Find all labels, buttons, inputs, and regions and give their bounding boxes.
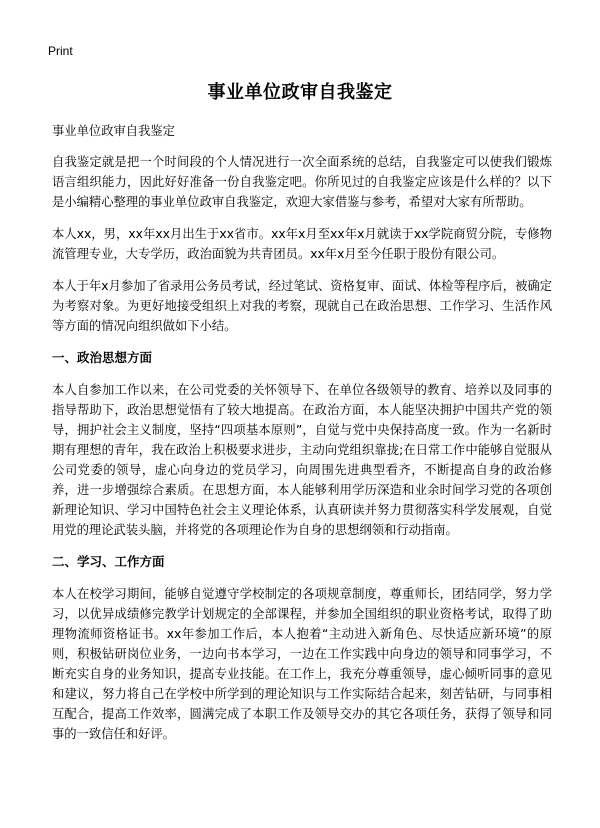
intro-paragraph: 自我鉴定就是把一个时间段的个人情况进行一次全面系统的总结，自我鉴定可以使我们锻炼语言组织能力，因此好好准备一份自我鉴定吧。你所见过的自我鉴定应该是什么样的？以下是小编精心整理的事业单位政审自我鉴定，欢迎大家借鉴与参考，希望对大家有所帮助。 [52, 155, 552, 209]
exam-paragraph: 本人于年x月参加了省录用公务员考试，经过笔试、资格复审、面试、体检等程序后，被确定为考察对象。为更好地接受组织上对我的考察，现就自己在政治思想、工作学习、生活作风等方面的情况向组织做如下小结。 [52, 279, 552, 333]
document-body [52, 121, 552, 756]
study-paragraph: 本人在校学习期间，能够自觉遵守学校制定的各项规章制度，尊重师长，团结同学，努力学习，以优异成绩修完教学计划规定的全部课程，并参加全国组织的职业资格考试，取得了助理物流师资格证书。xx年参加工作后，本人抱着“主动进入新角色、尽快适应新环境”的原则，积极钻研岗位业务，一边向书本学习，一边在工作实践中向身边的领导和同事学习，不断充实自身的业务知识，提高专业技能。在工作上，我充分尊重领导，虚心倾听同事的意见和建议，努力将自己在学校中所学到的理论知识与工作实际结合起来，刻苦钻研，与同事相互配合，提高工作效率，圆满完成了本职工作及领导交办的其它各项任务，获得了领导和同事的一致信任和好评。 [52, 587, 552, 741]
political-paragraph: 本人自参加工作以来，在公司党委的关怀领导下、在单位各级领导的教育、培养以及同事的指导帮助下，政治思想觉悟有了较大地提高。在政治方面，本人能坚决拥护中国共产党的领导，拥护社会主义制度，坚持“四项基本原则”，自觉与党中央保持高度一致。作为一名新时期有理想的青年，我在政治上积极要求进步，主动向党组织靠拢;在日常工作中能够自觉服从公司党委的领导，虚心向身边的党员学习，向周围先进典型看齐，不断提高自身的政治修养，进一步增强综合素质。在思想方面，本人能够利用学历深造和业余时间学习党的各项创新理论知识、学习中国特色社会主义理论体系，认真研读并努力贯彻落实科学发展观，自觉用党的理论武装头脑，并将党的各项理论作为自身的思想纲领和行动指南。 [52, 383, 552, 537]
section-heading-study: 二、学习、工作方面 [52, 554, 165, 569]
print-link[interactable]: Print [48, 44, 73, 58]
page-title: 事业单位政审自我鉴定 [207, 82, 393, 103]
section-heading-political: 一、政治思想方面 [52, 350, 153, 365]
bio-paragraph: 本人xx，男，xx年xx月出生于xx省市。xx年x月至xx年x月就读于xx学院商贸分院，专修物流管理专业，大专学历，政治面貌为共青团员。xx年x月至今任职于股份有限公司。 [52, 227, 552, 261]
document-subtitle: 事业单位政审自我鉴定 [52, 124, 175, 138]
